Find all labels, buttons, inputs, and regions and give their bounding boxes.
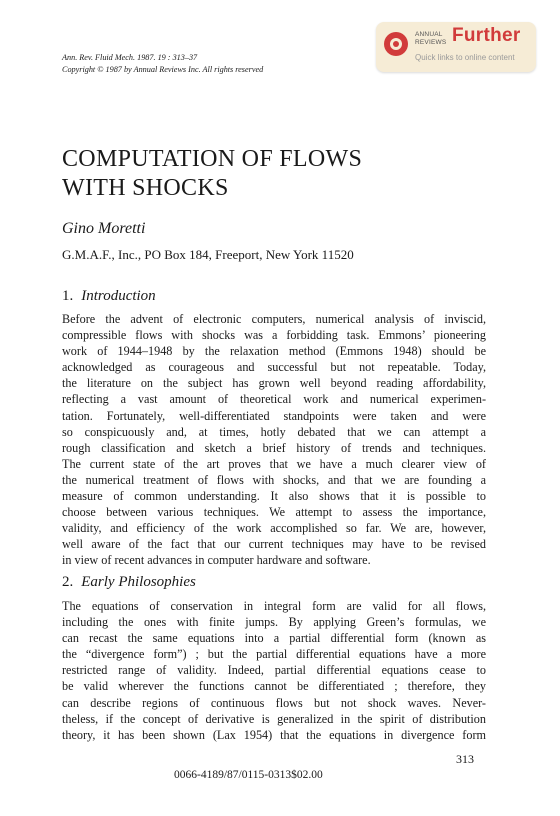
text-line: validity, and efficiency of the work accomplished so far. We are, however, bbox=[62, 521, 486, 536]
text-line: the “divergence form”) ; but the partial differential equations have a more bbox=[62, 647, 486, 662]
text-line: can describe regions of continuous flows but not shock waves. Never- bbox=[62, 695, 486, 710]
banner-reviews: REVIEWS bbox=[415, 38, 447, 46]
banner-further-label: Further bbox=[452, 25, 521, 46]
text-line: tation. Fortunately, well-differentiated standpoints were taken and were bbox=[62, 408, 486, 423]
citation-line-2: Copyright © 1987 by Annual Reviews Inc. All rights reserved bbox=[62, 65, 264, 74]
text-line: The equations of conservation in integral form are valid for all flows, bbox=[62, 599, 486, 613]
introduction-paragraph bbox=[62, 311, 486, 569]
citation-line-1: Ann. Rev. Fluid Mech. 1987. 19 : 313–37 bbox=[62, 53, 198, 62]
article-title bbox=[62, 145, 362, 203]
text-line: rough classification and sketch a brief history of trends and techniques. bbox=[62, 440, 486, 455]
banner-annual: ANNUAL bbox=[415, 31, 443, 38]
text-line: acknowledged as courageous and successful but not repeatable. Today, bbox=[62, 360, 486, 375]
text-line: The current state of the art proves that we have a much clearer view of bbox=[62, 456, 486, 471]
text-line: the literature on the subject has grown well beyond reading affordability, bbox=[62, 376, 486, 391]
section-heading-introduction bbox=[62, 288, 156, 305]
section-number: 1. bbox=[62, 288, 74, 304]
text-line: choose between various techniques. We attempt to assess the importance, bbox=[62, 505, 486, 520]
section-title: Introduction bbox=[81, 288, 156, 304]
text-line: so conspicuously and, at times, hotly debated that we can attempt a bbox=[62, 424, 486, 439]
text-line: measure of common understanding. It also shows that it is possible to bbox=[62, 489, 486, 504]
issn-code: 0066-4189/87/0115-0313$02.00 bbox=[174, 769, 323, 781]
text-line: theory, it has been shown (Lax 1954) that the equations in divergence form bbox=[62, 727, 486, 742]
page-number: 313 bbox=[456, 752, 474, 766]
early-philosophies-paragraph bbox=[62, 598, 486, 743]
text-line: can recast the same equations into a partial differential form (known as bbox=[62, 631, 486, 646]
further-banner[interactable] bbox=[376, 22, 536, 72]
text-line: compressible flows with shocks was a forbidding task. Emmons’ pioneering bbox=[62, 328, 486, 343]
text-line: theless, if the concept of derivative is generalized in the spirit of distribution bbox=[62, 711, 486, 726]
text-line: be valid wherever the functions cannot be differentiated ; therefore, they bbox=[62, 679, 486, 694]
text-line: work of 1944–1948 by the relaxation method (Emmons 1948) should be bbox=[62, 344, 486, 359]
author-name: Gino Moretti bbox=[62, 220, 146, 237]
author-affiliation: G.M.A.F., Inc., PO Box 184, Freeport, New York 11520 bbox=[62, 247, 354, 262]
annual-reviews-logo-icon bbox=[384, 32, 408, 56]
section-title: Early Philosophies bbox=[81, 574, 196, 590]
text-line: well aware of the fact that our current techniques may have to be revised bbox=[62, 537, 486, 552]
section-heading-early-philosophies bbox=[62, 574, 196, 591]
journal-citation bbox=[62, 52, 263, 76]
text-line: the numerical treatment of flows with shocks, and that we are founding a bbox=[62, 472, 486, 487]
banner-publisher bbox=[415, 31, 446, 46]
title-line-1: COMPUTATION OF FLOWS bbox=[62, 146, 363, 172]
banner-subtitle: Quick links to online content bbox=[415, 53, 515, 62]
text-line: restricted range of validity. Indeed, partial differential equations cease to bbox=[62, 663, 486, 678]
text-line: reflecting a vast amount of theoretical work and numerical experimen- bbox=[62, 392, 486, 407]
text-line: including the ones with finite jumps. By applying Green’s formulas, we bbox=[62, 615, 486, 630]
text-line: in view of recent advances in computer hardware and software. bbox=[62, 553, 371, 568]
section-number: 2. bbox=[62, 574, 74, 590]
text-line: Before the advent of electronic computers, numerical analysis of inviscid, bbox=[62, 312, 486, 326]
title-line-2: WITH SHOCKS bbox=[62, 175, 229, 201]
